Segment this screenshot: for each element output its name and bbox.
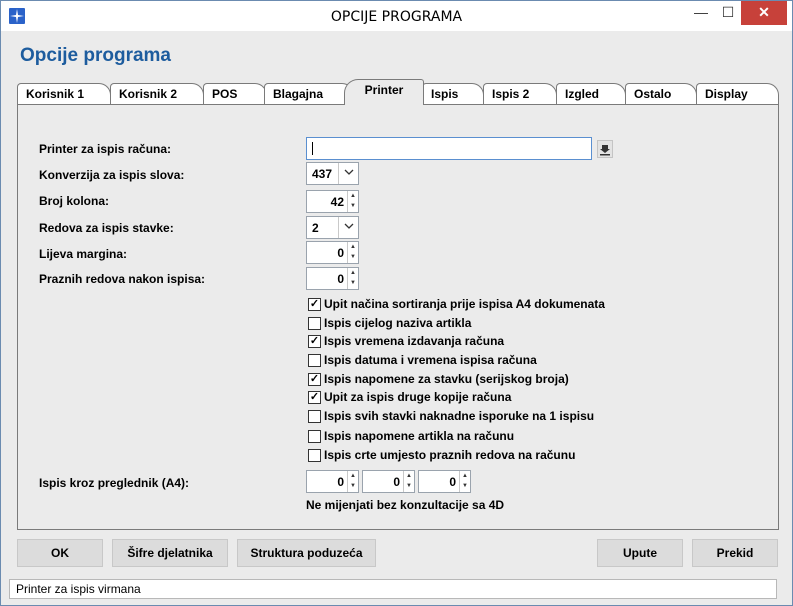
chevron-down-icon xyxy=(338,163,358,184)
checkbox-label: Ispis crte umjesto praznih redova na računu xyxy=(324,448,576,462)
tab-label: Ostalo xyxy=(634,87,672,101)
checkbox-box[interactable]: ✓ xyxy=(309,298,320,310)
tab-izgled[interactable] xyxy=(556,83,626,104)
ok-button[interactable]: OK xyxy=(17,539,103,567)
tab-label: Printer xyxy=(364,83,404,97)
checkbox-label: Ispis datuma i vremena ispisa računa xyxy=(324,353,537,367)
preglednik-spinner-2[interactable] xyxy=(362,470,415,493)
title-bar xyxy=(1,1,792,31)
tab-bar xyxy=(17,83,779,105)
spinner-arrows-icon[interactable]: ▲ ▼ xyxy=(347,268,358,289)
checkbox-label: Ispis cijelog naziva artikla xyxy=(324,316,472,330)
konverzija-select[interactable] xyxy=(306,162,359,185)
chevron-down-icon xyxy=(338,217,358,238)
page-title: Opcije programa xyxy=(20,45,171,66)
preglednik-spinner-1[interactable] xyxy=(306,470,359,493)
download-arrow-icon xyxy=(598,141,612,157)
checkbox-label: Upit načina sortiranja prije ispisa A4 dokumenata xyxy=(324,297,605,311)
praznih-redova-value: 0 xyxy=(337,272,344,286)
checkbox-box[interactable]: ✓ xyxy=(309,391,320,403)
warning-note: Ne mijenjati bez konzultacije sa 4D xyxy=(306,498,505,512)
printer-select-button[interactable] xyxy=(597,140,613,158)
preglednik-value: 0 xyxy=(337,475,344,489)
tab-ostalo[interactable] xyxy=(625,83,697,104)
checkbox-label: Ispis svih stavki naknadne isporuke na 1 ispisu xyxy=(324,409,595,423)
tab-label: Korisnik 1 xyxy=(26,87,85,101)
preglednik-label: Ispis kroz preglednik (A4): xyxy=(39,476,190,490)
spinner-arrows-icon[interactable]: ▲ ▼ xyxy=(347,242,358,263)
checkbox-box[interactable] xyxy=(308,354,321,367)
sifre-djelatnika-button[interactable]: Šifre djelatnika xyxy=(112,539,228,567)
checkbox-box[interactable] xyxy=(308,410,321,423)
lijeva-margina-label: Lijeva margina: xyxy=(39,247,128,261)
printer-label: Printer za ispis računa: xyxy=(39,142,172,156)
broj-kolona-spinner[interactable] xyxy=(306,190,359,213)
checkbox-box[interactable] xyxy=(308,449,321,462)
lijeva-margina-spinner[interactable] xyxy=(306,241,359,264)
tab-pos[interactable] xyxy=(203,83,267,104)
spinner-arrows-icon[interactable]: ▲ ▼ xyxy=(347,471,358,492)
checkbox-label: Upit za ispis druge kopije računa xyxy=(324,390,512,404)
checkbox-label: Ispis napomene artikla na računu xyxy=(324,429,515,443)
checkbox-box[interactable] xyxy=(308,430,321,443)
konverzija-value: 437 xyxy=(312,167,333,181)
preglednik-value: 0 xyxy=(393,475,400,489)
lijeva-margina-value: 0 xyxy=(337,246,344,260)
redova-select[interactable] xyxy=(306,216,359,239)
tab-ispis[interactable] xyxy=(422,83,484,104)
tab-label: Izgled xyxy=(565,87,600,101)
window-title: OPCIJE PROGRAMA xyxy=(330,9,463,25)
maximize-button[interactable]: ☐ xyxy=(721,4,735,20)
tab-label: POS xyxy=(212,87,238,101)
prekid-button[interactable]: Prekid xyxy=(692,539,778,567)
tab-label: Blagajna xyxy=(273,87,324,101)
tab-display[interactable] xyxy=(696,83,779,104)
tab-blagajna[interactable] xyxy=(264,83,354,104)
printer-input[interactable] xyxy=(306,137,592,160)
praznih-redova-spinner[interactable] xyxy=(306,267,359,290)
spinner-arrows-icon[interactable]: ▲ ▼ xyxy=(459,471,470,492)
upute-button[interactable]: Upute xyxy=(597,539,683,567)
praznih-redova-label: Praznih redova nakon ispisa: xyxy=(39,272,206,286)
checkbox-box[interactable] xyxy=(308,317,321,330)
checkbox-label: Ispis napomene za stavku (serijskog broja) xyxy=(324,372,569,386)
redova-label: Redova za ispis stavke: xyxy=(39,221,174,235)
tab-printer[interactable] xyxy=(344,79,424,105)
checkbox-box[interactable]: ✓ xyxy=(309,373,320,385)
tab-label: Ispis 2 xyxy=(492,87,530,101)
tab-label: Ispis xyxy=(431,87,459,101)
preglednik-value: 0 xyxy=(449,475,456,489)
broj-kolona-value: 42 xyxy=(330,195,344,209)
spinner-arrows-icon[interactable]: ▲ ▼ xyxy=(347,191,358,212)
tab-korisnik-2[interactable] xyxy=(110,83,204,104)
konverzija-label: Konverzija za ispis slova: xyxy=(39,168,185,182)
tab-label: Korisnik 2 xyxy=(119,87,178,101)
text-caret xyxy=(312,142,313,155)
preglednik-spinner-3[interactable] xyxy=(418,470,471,493)
redova-value: 2 xyxy=(312,221,319,235)
tab-label: Display xyxy=(705,87,748,101)
broj-kolona-label: Broj kolona: xyxy=(39,194,110,208)
close-button[interactable]: ✕ xyxy=(741,1,787,25)
status-bar: Printer za ispis virmana xyxy=(9,579,777,599)
checkbox-box[interactable]: ✓ xyxy=(309,335,320,347)
checkbox-label: Ispis vremena izdavanja računa xyxy=(324,334,505,348)
tab-korisnik-1[interactable] xyxy=(17,83,111,104)
spinner-arrows-icon[interactable]: ▲ ▼ xyxy=(403,471,414,492)
minimize-button[interactable]: — xyxy=(694,4,708,20)
tab-ispis-2[interactable] xyxy=(483,83,557,104)
struktura-poduzeca-button[interactable]: Struktura poduzeća xyxy=(237,539,376,567)
